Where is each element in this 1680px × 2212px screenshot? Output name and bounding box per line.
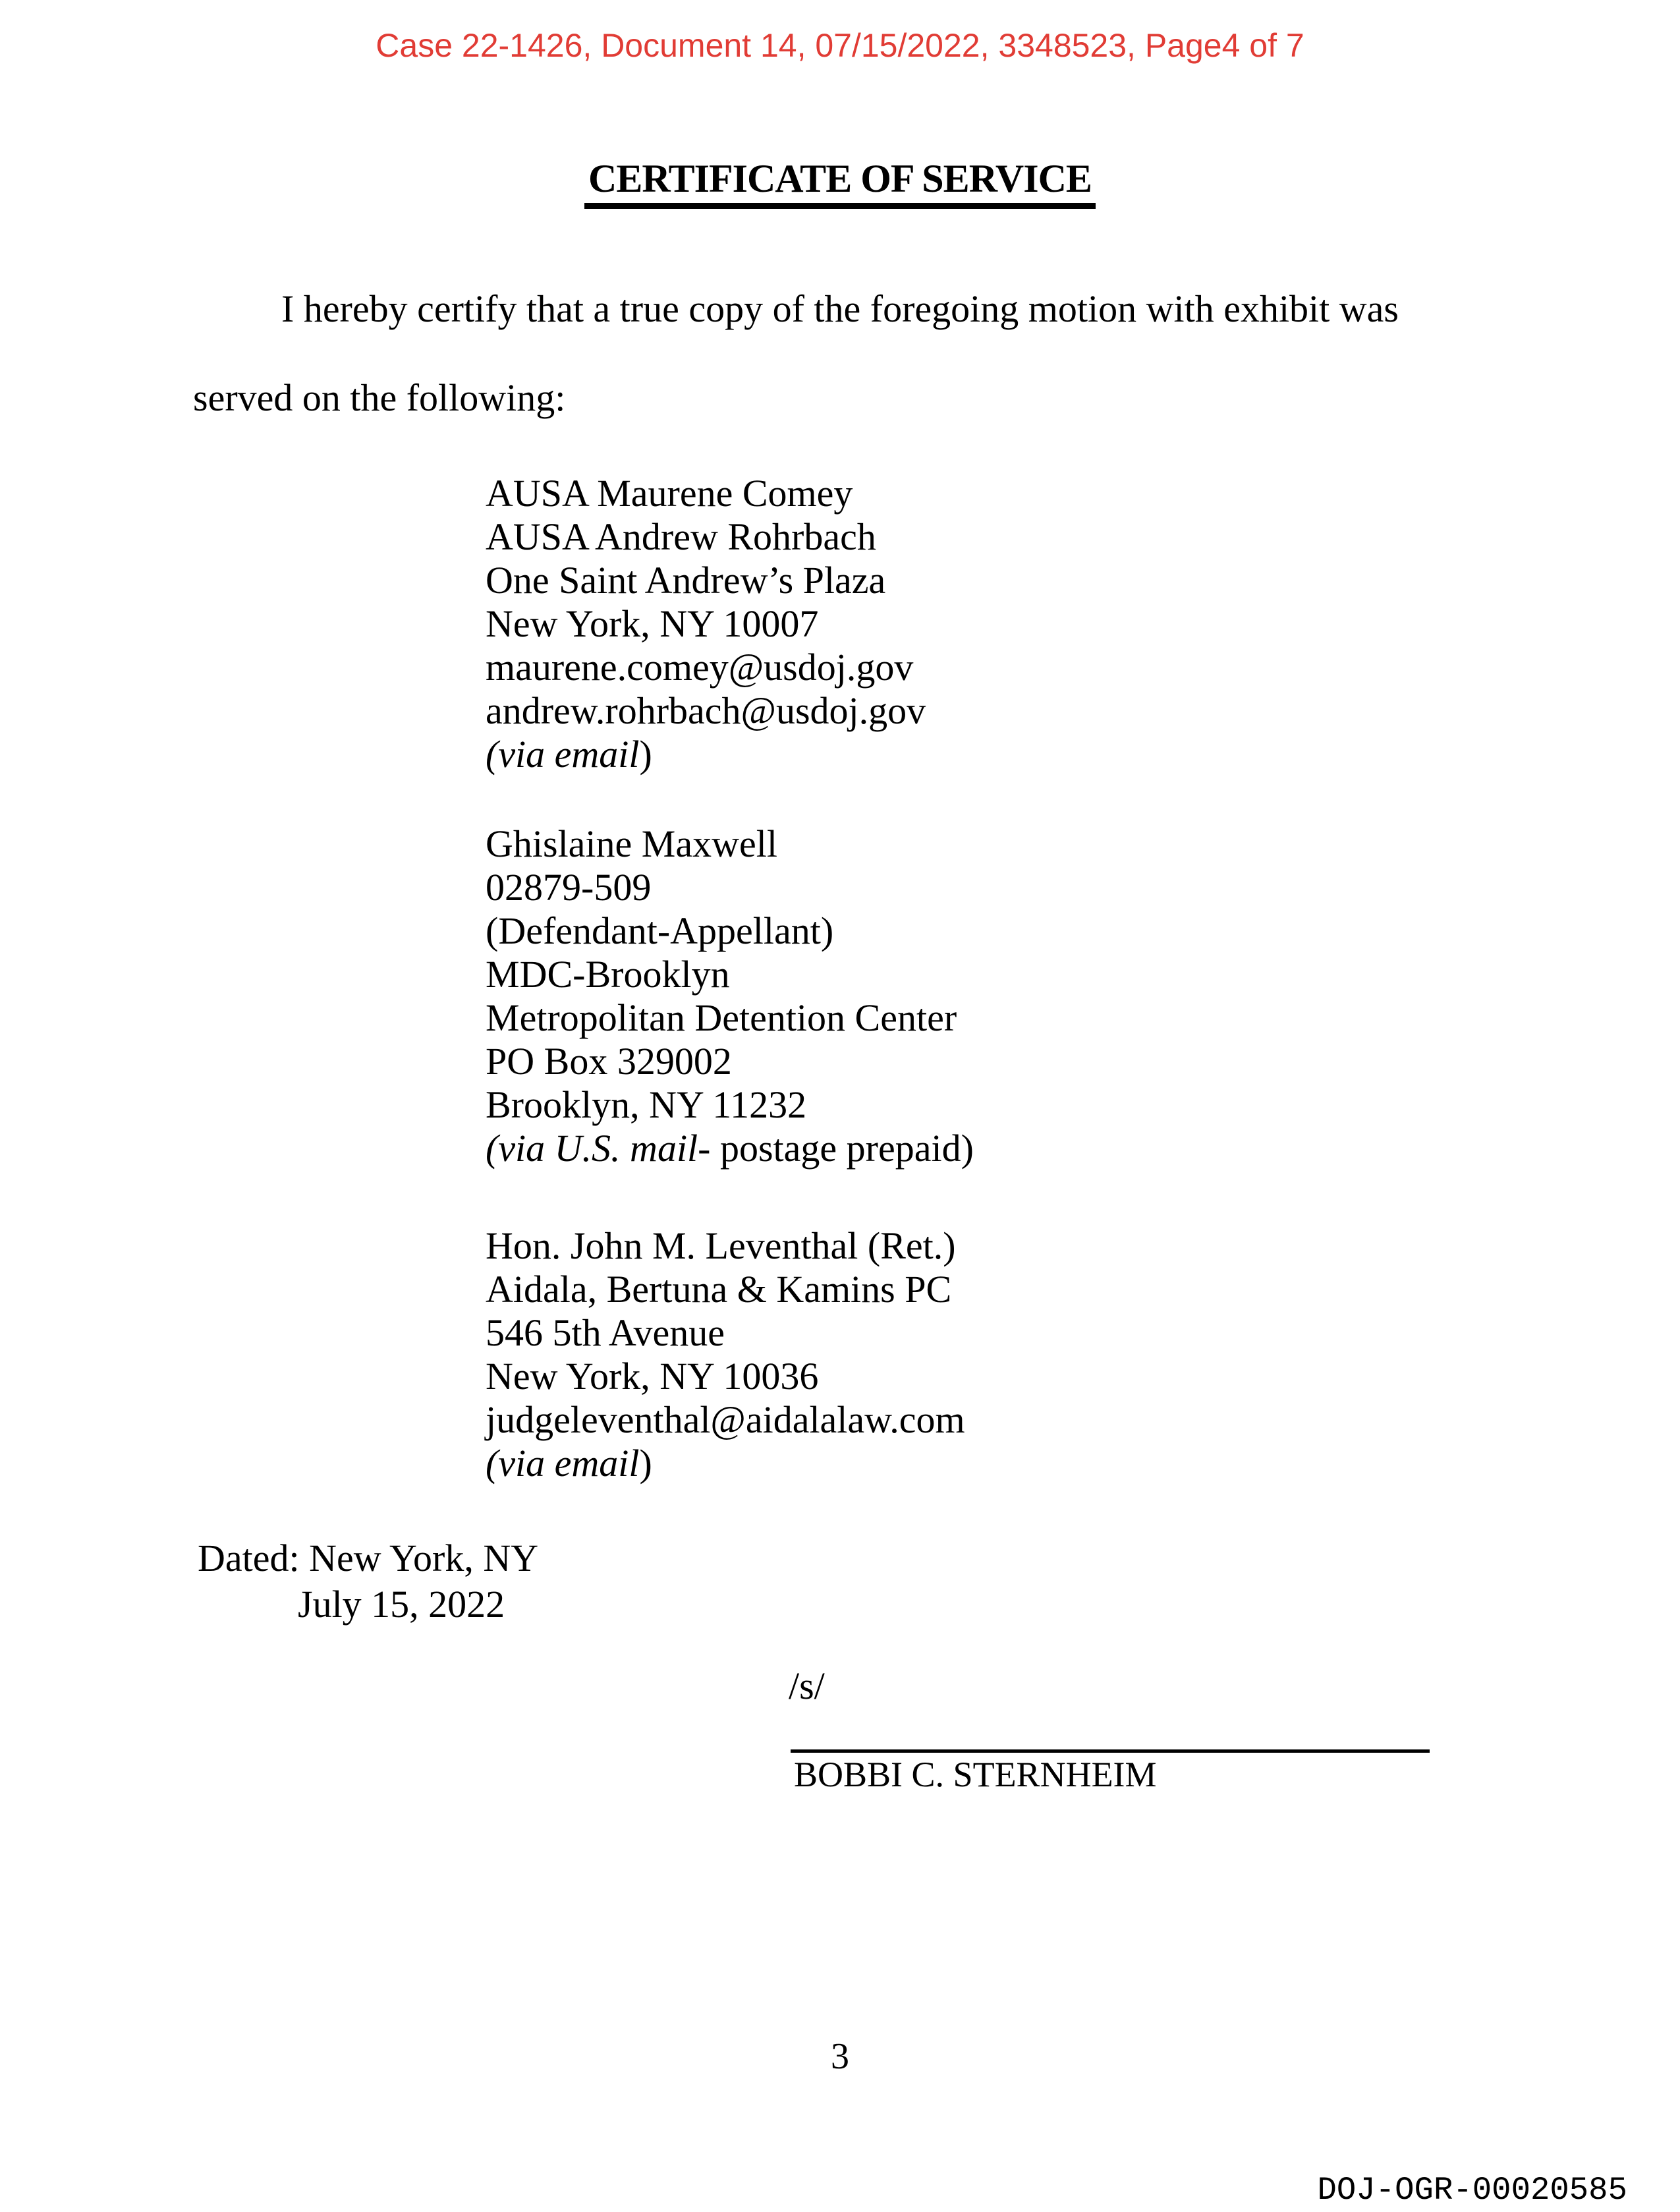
document-title: CERTIFICATE OF SERVICE: [584, 157, 1096, 209]
via-note-suffix: - postage prepaid): [698, 1127, 974, 1170]
service-line: Hon. John M. Leventhal (Ret.): [486, 1224, 956, 1267]
via-note-suffix: ): [639, 1442, 652, 1485]
signature-s-mark: /s/: [789, 1664, 825, 1707]
page-number: 3: [831, 2036, 849, 2077]
via-note-italic: (via email: [486, 1442, 640, 1485]
service-line: One Saint Andrew’s Plaza: [486, 559, 886, 602]
case-header-stamp: Case 22-1426, Document 14, 07/15/2022, 3348523, Page4 of 7: [376, 27, 1304, 64]
via-note: [486, 1127, 974, 1170]
service-line: New York, NY 10036: [486, 1355, 819, 1398]
service-line: judgeleventhal@aidalalaw.com: [486, 1398, 965, 1441]
via-note-suffix: ): [639, 733, 652, 776]
service-line: andrew.rohrbach@usdoj.gov: [486, 689, 926, 732]
service-line: Ghislaine Maxwell: [486, 822, 777, 865]
service-line: Brooklyn, NY 11232: [486, 1083, 807, 1126]
via-note: [486, 733, 926, 776]
service-block-maxwell: [486, 822, 974, 1170]
service-line: AUSA Andrew Rohrbach: [486, 515, 876, 558]
title-container: [0, 157, 1680, 209]
certify-paragraph-line-1: I hereby certify that a true copy of the foregoing motion with exhibit was: [281, 287, 1399, 330]
via-note-italic: (via email: [486, 733, 640, 776]
via-note-italic: (via U.S. mail: [486, 1127, 698, 1170]
signature-name: BOBBI C. STERNHEIM: [794, 1755, 1157, 1794]
certify-paragraph-line-2: served on the following:: [193, 376, 566, 419]
service-block-leventhal: [486, 1224, 965, 1485]
service-line: MDC-Brooklyn: [486, 953, 730, 996]
service-block-ausa: [486, 472, 926, 776]
service-line: PO Box 329002: [486, 1040, 732, 1083]
service-line: New York, NY 10007: [486, 602, 819, 645]
dated-location-line: Dated: New York, NY: [198, 1537, 539, 1579]
service-line: Metropolitan Detention Center: [486, 996, 957, 1039]
service-line: 546 5th Avenue: [486, 1311, 725, 1354]
dated-date-line: July 15, 2022: [298, 1583, 505, 1626]
service-line: 02879-509: [486, 866, 652, 909]
signature-line: [791, 1749, 1430, 1753]
service-line: AUSA Maurene Comey: [486, 472, 853, 515]
via-note: [486, 1442, 965, 1485]
bates-number: DOJ-OGR-00020585: [1317, 2172, 1627, 2209]
service-line: Aidala, Bertuna & Kamins PC: [486, 1268, 952, 1311]
service-line: (Defendant-Appellant): [486, 909, 834, 952]
service-line: maurene.comey@usdoj.gov: [486, 646, 914, 689]
